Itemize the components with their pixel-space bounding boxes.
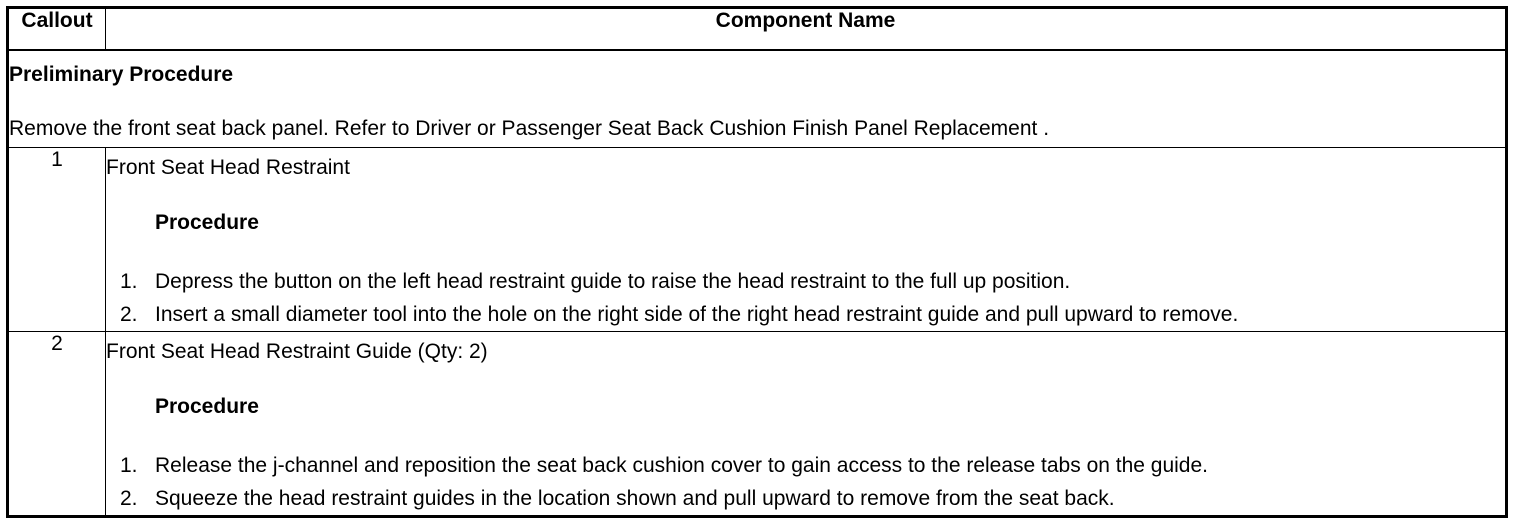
component-table [6,6,1508,518]
list-item [120,298,1505,331]
list-item [120,265,1505,298]
procedure-steps [106,449,1505,515]
procedure-title: Procedure [155,211,259,234]
callout-number: 1 [8,148,106,332]
preliminary-text: Remove the front seat back panel. Refer to Driver or Passenger Seat Back Cushion Finish Panel Replacement . [9,117,1050,140]
step-text: Squeeze the head restraint guides in the location shown and pull upward to remove from the seat back. [155,487,1115,510]
component-name-column-header: Component Name [106,8,1507,51]
preliminary-row [8,50,1507,148]
component-cell [106,332,1507,517]
list-item [120,482,1505,515]
step-text: Insert a small diameter tool into the hole on the right side of the right head restraint guide and pull upward to remove. [155,303,1239,326]
step-number: 1. [120,270,138,293]
step-text: Depress the button on the left head restraint guide to raise the head restraint to the full up position. [155,270,1071,293]
component-name: Front Seat Head Restraint [106,156,350,179]
preliminary-title: Preliminary Procedure [9,63,234,86]
list-item [120,449,1505,482]
component-name: Front Seat Head Restraint Guide (Qty: 2) [106,340,488,363]
step-number: 2. [120,303,138,326]
callout-number: 2 [8,332,106,517]
step-number: 2. [120,487,138,510]
table-row [8,148,1507,332]
step-text: Release the j-channel and reposition the seat back cushion cover to gain access to the release tabs on the guide. [155,454,1209,477]
preliminary-cell [8,50,1507,148]
procedure-steps [106,265,1505,331]
component-cell [106,148,1507,332]
table-row [8,332,1507,517]
callout-column-header: Callout [8,8,106,51]
procedure-title: Procedure [155,395,259,418]
step-number: 1. [120,454,138,477]
table-header-row [8,8,1507,51]
